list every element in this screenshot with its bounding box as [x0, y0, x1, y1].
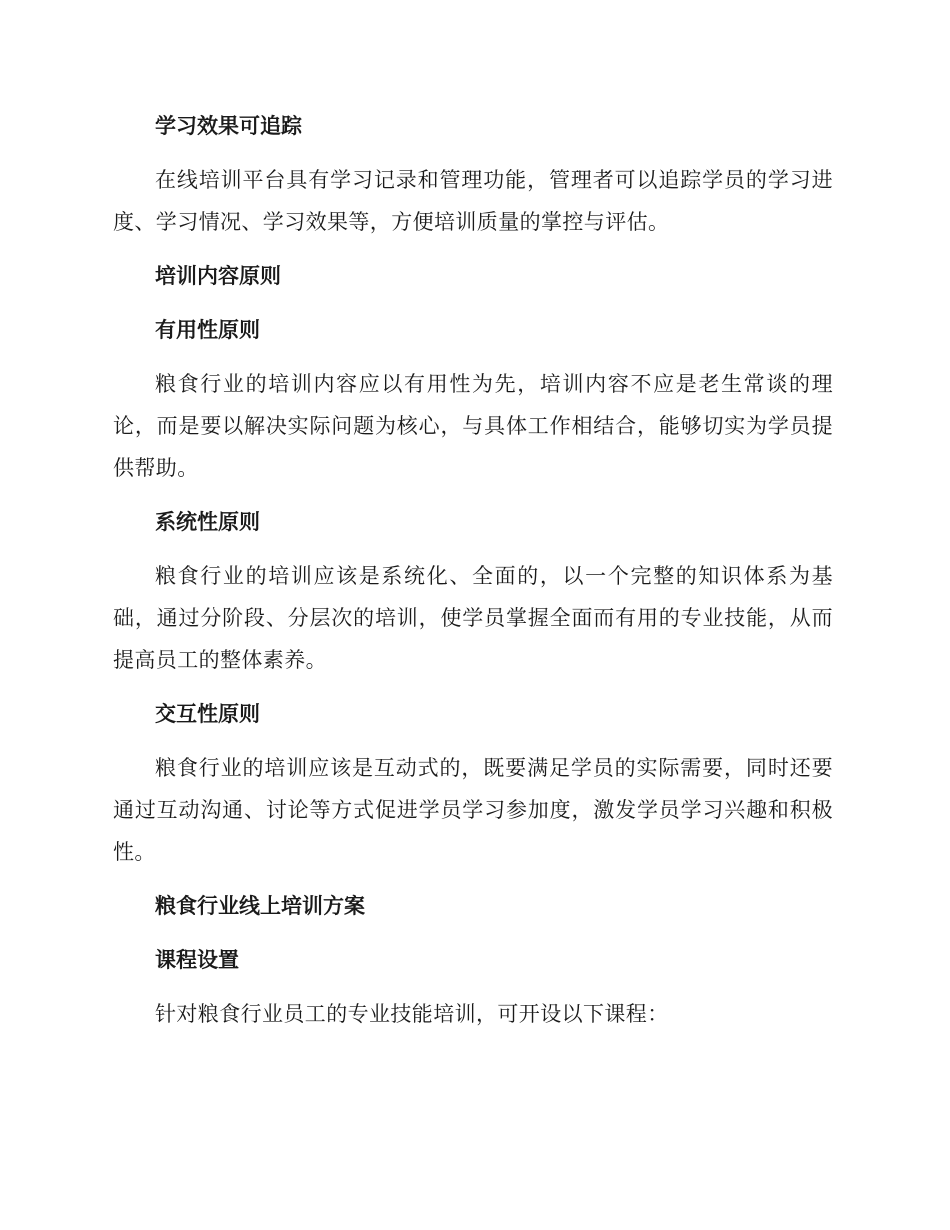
heading-learning-tracking: 学习效果可追踪	[155, 114, 302, 138]
heading-online-training-plan: 粮食行业线上培训方案	[155, 894, 365, 918]
paragraph-usefulness-principle: 粮食行业的培训内容应以有用性为先，培训内容不应是老生常谈的理论，而是要以解决实际问题为核心，与具体工作相结合，能够切实为学员提供帮助。	[113, 372, 833, 480]
document-page	[113, 105, 833, 1035]
heading-usefulness-principle: 有用性原则	[155, 318, 260, 342]
heading-course-setup: 课程设置	[155, 948, 239, 972]
heading-systematic-principle: 系统性原则	[155, 510, 260, 534]
paragraph-course-setup: 针对粮食行业员工的专业技能培训，可开设以下课程：	[155, 1002, 669, 1026]
paragraph-interactive-principle: 粮食行业的培训应该是互动式的，既要满足学员的实际需要，同时还要通过互动沟通、讨论等方式促进学员学习参加度，激发学员学习兴趣和积极性。	[113, 756, 833, 864]
paragraph-systematic-principle: 粮食行业的培训应该是系统化、全面的，以一个完整的知识体系为基础，通过分阶段、分层次的培训，使学员掌握全面而有用的专业技能，从而提高员工的整体素养。	[113, 564, 833, 672]
paragraph-learning-tracking: 在线培训平台具有学习记录和管理功能，管理者可以追踪学员的学习进度、学习情况、学习效果等，方便培训质量的掌控与评估。	[113, 168, 833, 234]
heading-content-principles: 培训内容原则	[155, 264, 281, 288]
heading-interactive-principle: 交互性原则	[155, 702, 260, 726]
